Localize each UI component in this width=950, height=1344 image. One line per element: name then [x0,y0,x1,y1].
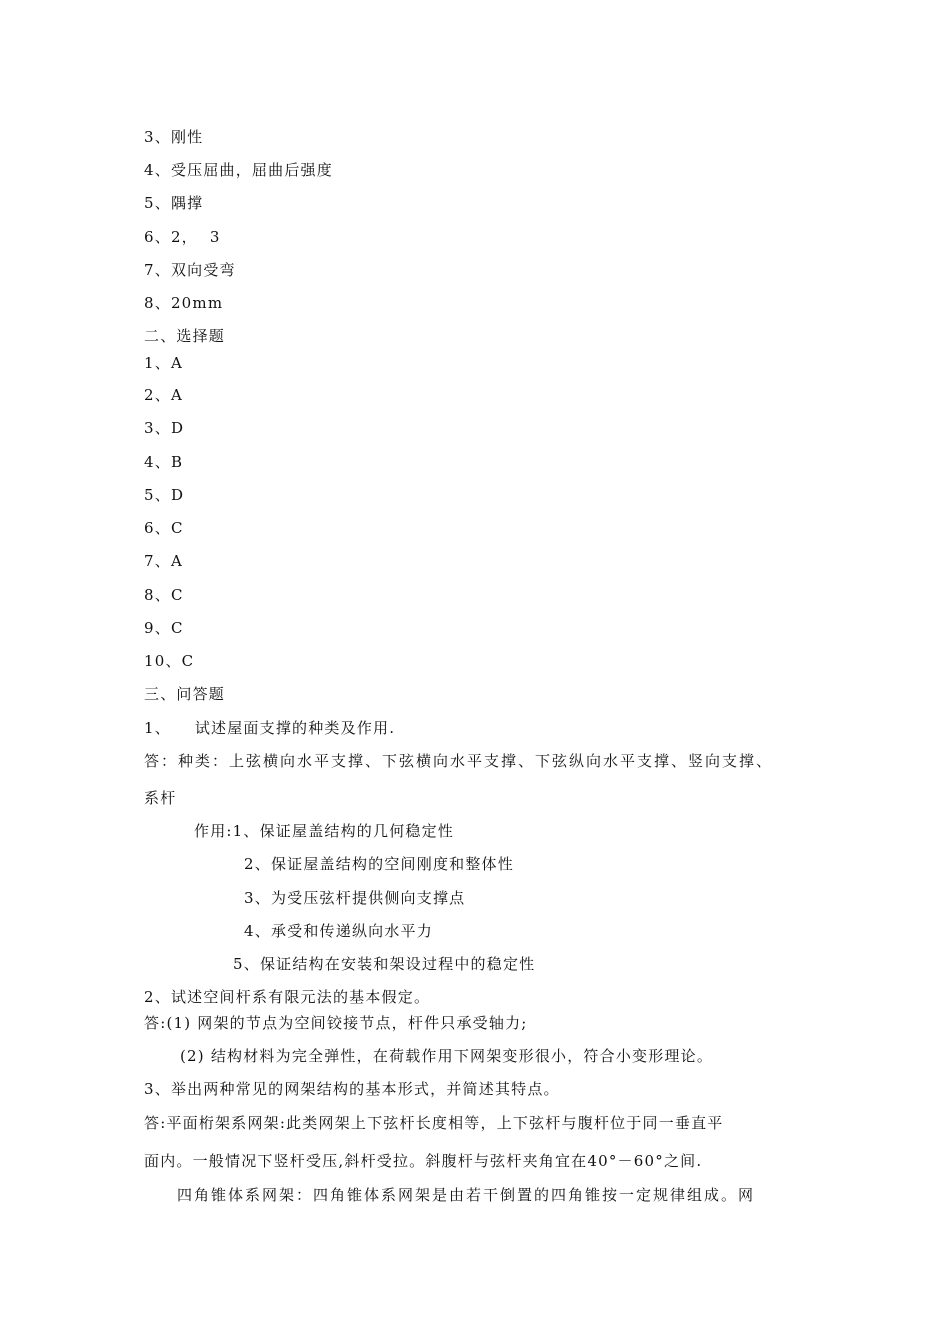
choice-answer-6: 6、C [144,519,184,537]
answer-3-para-1-cont: 面内。一般情况下竖杆受压,斜杆受拉。斜腹杆与弦杆夹角宜在40°－60°之间. [144,1152,703,1170]
answer-3-para-2: 四角锥体系网架：四角锥体系网架是由若干倒置的四角锥按一定规律组成。网 [177,1186,756,1204]
answer-1-function-1: 作用:1、保证屋盖结构的几何稳定性 [194,822,454,840]
choice-answer-7: 7、A [144,552,183,570]
choice-answer-3: 3、D [144,419,185,437]
fill-answer-3: 3、刚性 [144,128,204,146]
answer-1-function-3: 3、为受压弦杆提供侧向支撑点 [244,889,466,907]
fill-answer-7: 7、双向受弯 [144,261,236,279]
fill-answer-8: 8、20mm [144,294,224,312]
question-2: 2、试述空间杆系有限元法的基本假定。 [144,988,431,1006]
choice-answer-8: 8、C [144,586,184,604]
fill-answer-5: 5、隅撑 [144,194,204,212]
answer-1-function-2: 2、保证屋盖结构的空间刚度和整体性 [244,855,514,873]
question-3: 3、举出两种常见的网架结构的基本形式，并简述其特点。 [144,1080,560,1098]
choice-answer-2: 2、A [144,386,183,404]
answer-1-function-5: 5、保证结构在安装和架设过程中的稳定性 [233,955,536,973]
choice-answer-10: 10、C [144,652,195,670]
choice-answer-1: 1、A [144,354,183,372]
answer-1-types: 答：种类：上弦横向水平支撑、下弦横向水平支撑、下弦纵向水平支撑、竖向支撑、 [144,752,774,770]
answer-1-types-cont: 系杆 [144,789,177,807]
choice-answer-9: 9、C [144,619,184,637]
section-heading-choice: 二、选择题 [144,327,226,345]
fill-answer-6: 6、2， 3 [144,228,221,246]
fill-answer-4: 4、受压屈曲，屈曲后强度 [144,161,333,179]
answer-2-item-2: (2) 结构材料为完全弹性，在荷载作用下网架变形很小，符合小变形理论。 [180,1047,714,1065]
choice-answer-4: 4、B [144,453,184,471]
answer-1-function-4: 4、承受和传递纵向水平力 [244,922,433,940]
answer-3-para-1: 答:平面桁架系网架:此类网架上下弦杆长度相等，上下弦杆与腹杆位于同一垂直平 [144,1114,724,1132]
answer-2-item-1: 答:(1) 网架的节点为空间铰接节点，杆件只承受轴力; [144,1014,528,1032]
choice-answer-5: 5、D [144,486,185,504]
section-heading-qa: 三、问答题 [144,685,226,703]
question-1: 1、 试述屋面支撑的种类及作用. [144,719,396,737]
